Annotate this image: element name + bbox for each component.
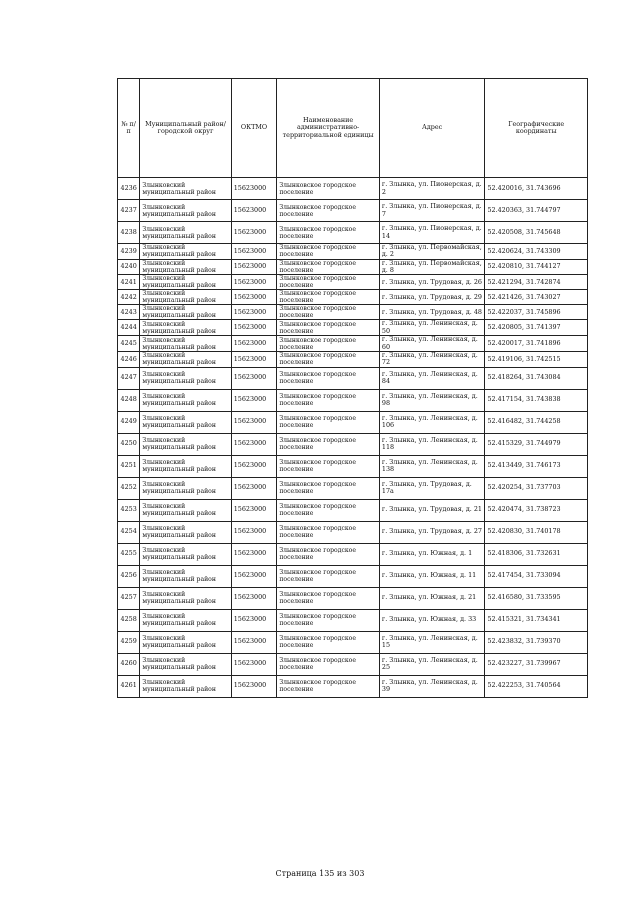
row-address: г. Злынка, ул. Пионерская, д. 2 [379,178,485,200]
table-row [118,521,588,543]
row-number: 4247 [118,367,140,389]
header-settlement: Наименование административно-территориальной единицы [277,79,380,178]
row-district: Злынковский муниципальный район [140,244,231,260]
row-coordinates: 52.423832, 31.739370 [485,631,588,653]
table-row [118,222,588,244]
row-settlement: Злынковское городское поселение [277,336,380,352]
row-district: Злынковский муниципальный район [140,222,231,244]
row-number: 4256 [118,565,140,587]
row-oktmo: 15623000 [231,244,277,260]
row-district: Злынковский муниципальный район [140,336,231,352]
row-coordinates: 52.420805, 31.741397 [485,320,588,336]
row-number: 4257 [118,587,140,609]
row-district: Злынковский муниципальный район [140,389,231,411]
row-number: 4244 [118,320,140,336]
table-body [118,178,588,698]
row-district: Злынковский муниципальный район [140,543,231,565]
row-address: г. Злынка, ул. Первомайская, д. 8 [379,259,485,275]
row-coordinates: 52.421294, 31.742874 [485,275,588,290]
row-district: Злынковский муниципальный район [140,290,231,305]
row-district: Злынковский муниципальный район [140,477,231,499]
table-row [118,609,588,631]
row-district: Злынковский муниципальный район [140,351,231,367]
row-coordinates: 52.422037, 31.745896 [485,305,588,320]
row-number: 4242 [118,290,140,305]
row-coordinates: 52.420016, 31.743696 [485,178,588,200]
table-row [118,411,588,433]
row-settlement: Злынковское городское поселение [277,290,380,305]
row-settlement: Злынковское городское поселение [277,521,380,543]
row-coordinates: 52.419106, 31.742515 [485,351,588,367]
row-number: 4243 [118,305,140,320]
row-settlement: Злынковское городское поселение [277,305,380,320]
table-row [118,543,588,565]
row-district: Злынковский муниципальный район [140,631,231,653]
row-district: Злынковский муниципальный район [140,499,231,521]
row-coordinates: 52.420508, 31.745648 [485,222,588,244]
row-oktmo: 15623000 [231,290,277,305]
row-address: г. Злынка, ул. Южная, д. 21 [379,587,485,609]
row-settlement: Злынковское городское поселение [277,411,380,433]
row-settlement: Злынковское городское поселение [277,609,380,631]
row-oktmo: 15623000 [231,367,277,389]
row-number: 4240 [118,259,140,275]
row-district: Злынковский муниципальный район [140,275,231,290]
row-address: г. Злынка, ул. Трудовая, д. 21 [379,499,485,521]
table-row [118,320,588,336]
row-district: Злынковский муниципальный район [140,178,231,200]
row-coordinates: 52.423227, 31.739967 [485,653,588,675]
row-address: г. Злынка, ул. Ленинская, д. 39 [379,675,485,697]
row-settlement: Злынковское городское поселение [277,275,380,290]
row-settlement: Злынковское городское поселение [277,675,380,697]
row-district: Злынковский муниципальный район [140,305,231,320]
header-number: № п/п [118,79,140,178]
row-coordinates: 52.417454, 31.733094 [485,565,588,587]
row-number: 4260 [118,653,140,675]
row-settlement: Злынковское городское поселение [277,587,380,609]
row-district: Злынковский муниципальный район [140,565,231,587]
row-district: Злынковский муниципальный район [140,411,231,433]
row-district: Злынковский муниципальный район [140,367,231,389]
row-oktmo: 15623000 [231,259,277,275]
row-address: г. Злынка, ул. Ленинская, д. 118 [379,433,485,455]
row-coordinates: 52.417154, 31.743838 [485,389,588,411]
row-coordinates: 52.420254, 31.737703 [485,477,588,499]
table-header [118,79,588,178]
row-coordinates: 52.420474, 31.738723 [485,499,588,521]
row-settlement: Злынковское городское поселение [277,389,380,411]
row-number: 4245 [118,336,140,352]
row-oktmo: 15623000 [231,433,277,455]
row-address: г. Злынка, ул. Трудовая, д. 17а [379,477,485,499]
row-oktmo: 15623000 [231,305,277,320]
row-oktmo: 15623000 [231,587,277,609]
row-oktmo: 15623000 [231,455,277,477]
row-address: г. Злынка, ул. Южная, д. 33 [379,609,485,631]
row-settlement: Злынковское городское поселение [277,499,380,521]
row-address: г. Злынка, ул. Южная, д. 11 [379,565,485,587]
row-number: 4250 [118,433,140,455]
row-number: 4254 [118,521,140,543]
row-settlement: Злынковское городское поселение [277,477,380,499]
row-number: 4253 [118,499,140,521]
row-oktmo: 15623000 [231,521,277,543]
row-oktmo: 15623000 [231,178,277,200]
table-row [118,351,588,367]
row-coordinates: 52.420810, 31.744127 [485,259,588,275]
row-district: Злынковский муниципальный район [140,521,231,543]
row-coordinates: 52.415329, 31.744979 [485,433,588,455]
row-district: Злынковский муниципальный район [140,609,231,631]
table-row [118,305,588,320]
table-row [118,455,588,477]
row-settlement: Злынковское городское поселение [277,178,380,200]
row-settlement: Злынковское городское поселение [277,200,380,222]
table-row [118,275,588,290]
row-settlement: Злынковское городское поселение [277,631,380,653]
row-oktmo: 15623000 [231,275,277,290]
row-address: г. Злынка, ул. Ленинская, д. 98 [379,389,485,411]
row-settlement: Злынковское городское поселение [277,259,380,275]
row-number: 4251 [118,455,140,477]
row-address: г. Злынка, ул. Ленинская, д. 106 [379,411,485,433]
row-address: г. Злынка, ул. Ленинская, д. 25 [379,653,485,675]
row-coordinates: 52.413449, 31.746173 [485,455,588,477]
row-number: 4237 [118,200,140,222]
table-row [118,336,588,352]
row-coordinates: 52.420624, 31.743309 [485,244,588,260]
row-number: 4252 [118,477,140,499]
row-district: Злынковский муниципальный район [140,675,231,697]
table-row [118,200,588,222]
row-coordinates: 52.420363, 31.744797 [485,200,588,222]
row-address: г. Злынка, ул. Трудовая, д. 27 [379,521,485,543]
row-settlement: Злынковское городское поселение [277,543,380,565]
row-number: 4239 [118,244,140,260]
row-number: 4238 [118,222,140,244]
row-number: 4249 [118,411,140,433]
row-address: г. Злынка, ул. Трудовая, д. 48 [379,305,485,320]
row-district: Злынковский муниципальный район [140,433,231,455]
table-row [118,565,588,587]
coordinates-table [117,78,588,698]
row-coordinates: 52.420830, 31.740178 [485,521,588,543]
row-district: Злынковский муниципальный район [140,455,231,477]
row-address: г. Злынка, ул. Ленинская, д. 72 [379,351,485,367]
row-oktmo: 15623000 [231,320,277,336]
row-oktmo: 15623000 [231,336,277,352]
row-number: 4246 [118,351,140,367]
row-number: 4248 [118,389,140,411]
table-row [118,653,588,675]
table-row [118,259,588,275]
row-oktmo: 15623000 [231,631,277,653]
header-oktmo: ОКТМО [231,79,277,178]
row-number: 4261 [118,675,140,697]
row-coordinates: 52.416580, 31.733595 [485,587,588,609]
row-address: г. Злынка, ул. Трудовая, д. 29 [379,290,485,305]
header-row [118,79,588,178]
row-settlement: Злынковское городское поселение [277,244,380,260]
row-settlement: Злынковское городское поселение [277,455,380,477]
row-oktmo: 15623000 [231,499,277,521]
row-oktmo: 15623000 [231,411,277,433]
row-settlement: Злынковское городское поселение [277,653,380,675]
table-row [118,675,588,697]
row-district: Злынковский муниципальный район [140,320,231,336]
row-number: 4241 [118,275,140,290]
row-number: 4236 [118,178,140,200]
table-row [118,477,588,499]
row-oktmo: 15623000 [231,389,277,411]
row-number: 4259 [118,631,140,653]
row-address: г. Злынка, ул. Ленинская, д. 138 [379,455,485,477]
header-coordinates: Географические координаты [485,79,588,178]
page-footer: Страница 135 из 303 [275,869,365,878]
table-row [118,631,588,653]
table-row [118,587,588,609]
table-row [118,499,588,521]
row-district: Злынковский муниципальный район [140,653,231,675]
table-row [118,244,588,260]
header-address: Адрес [379,79,485,178]
table-row [118,367,588,389]
row-district: Злынковский муниципальный район [140,200,231,222]
table-row [118,433,588,455]
row-oktmo: 15623000 [231,200,277,222]
row-oktmo: 15623000 [231,477,277,499]
row-settlement: Злынковское городское поселение [277,222,380,244]
row-settlement: Злынковское городское поселение [277,367,380,389]
row-number: 4258 [118,609,140,631]
row-settlement: Злынковское городское поселение [277,433,380,455]
row-district: Злынковский муниципальный район [140,587,231,609]
row-oktmo: 15623000 [231,653,277,675]
row-district: Злынковский муниципальный район [140,259,231,275]
row-address: г. Злынка, ул. Трудовая, д. 26 [379,275,485,290]
row-oktmo: 15623000 [231,351,277,367]
row-coordinates: 52.418264, 31.743084 [485,367,588,389]
row-oktmo: 15623000 [231,565,277,587]
table-row [118,178,588,200]
table-row [118,389,588,411]
row-oktmo: 15623000 [231,543,277,565]
row-oktmo: 15623000 [231,609,277,631]
row-address: г. Злынка, ул. Ленинская, д. 50 [379,320,485,336]
row-coordinates: 52.421426, 31.743027 [485,290,588,305]
row-number: 4255 [118,543,140,565]
row-coordinates: 52.420017, 31.741896 [485,336,588,352]
row-coordinates: 52.422253, 31.740564 [485,675,588,697]
row-address: г. Злынка, ул. Первомайская, д. 2 [379,244,485,260]
row-settlement: Злынковское городское поселение [277,565,380,587]
row-address: г. Злынка, ул. Ленинская, д. 15 [379,631,485,653]
row-address: г. Злынка, ул. Пионерская, д. 7 [379,200,485,222]
row-settlement: Злынковское городское поселение [277,320,380,336]
row-oktmo: 15623000 [231,675,277,697]
header-district: Муниципальный район/городской округ [140,79,231,178]
row-address: г. Злынка, ул. Пионерская, д. 14 [379,222,485,244]
row-coordinates: 52.415321, 31.734341 [485,609,588,631]
table-row [118,290,588,305]
row-oktmo: 15623000 [231,222,277,244]
row-coordinates: 52.418306, 31.732631 [485,543,588,565]
row-settlement: Злынковское городское поселение [277,351,380,367]
row-address: г. Злынка, ул. Ленинская, д. 84 [379,367,485,389]
row-address: г. Злынка, ул. Южная, д. 1 [379,543,485,565]
row-address: г. Злынка, ул. Ленинская, д. 60 [379,336,485,352]
row-coordinates: 52.416482, 31.744258 [485,411,588,433]
